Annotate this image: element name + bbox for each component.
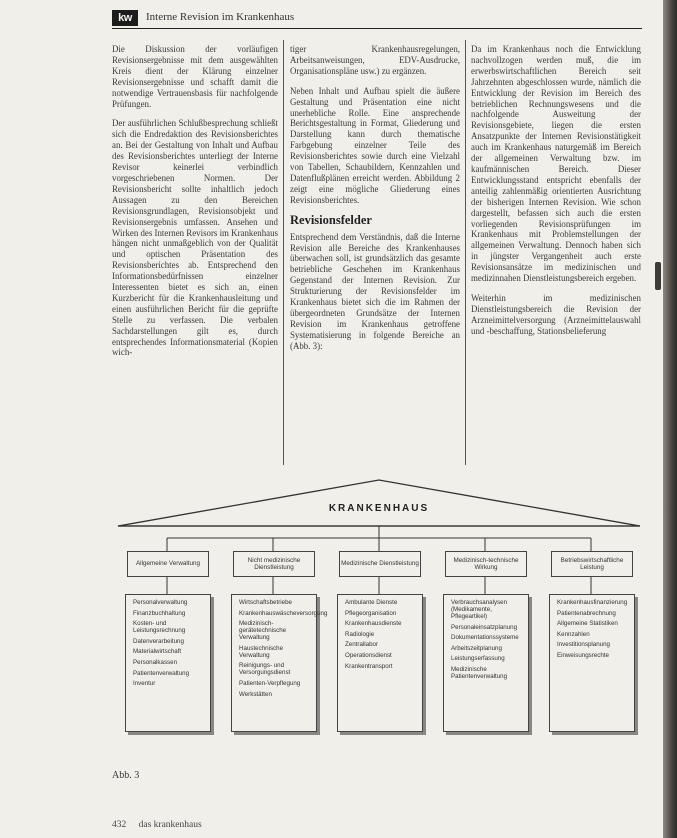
- running-head: Interne Revision im Krankenhaus: [146, 11, 295, 23]
- category-item: Operationsdienst: [345, 651, 392, 659]
- page-header: [112, 10, 642, 29]
- paragraph: tiger Krankenhausregelungen, Arbeitsanweisungen, EDV-Ausdrucke, Organisationspläne usw.) zu ergänzen.: [290, 44, 460, 76]
- category-item: Allgemeine Statistiken: [557, 620, 618, 628]
- category-item: Investitionsplanung: [557, 641, 610, 649]
- category-item: Kennzahlen: [557, 630, 590, 638]
- category-item: Personalkassen: [133, 658, 178, 666]
- journal-name: das krankenhaus: [138, 820, 202, 830]
- category-item: Radiologie: [345, 630, 375, 638]
- category-item: Pflegeorganisation: [345, 609, 397, 617]
- paragraph: Neben Inhalt und Aufbau spielt die äußere Gestaltung und Präsentation eine nicht unerhebliche Rolle. Eine ansprechende Berichtsgestaltung in Format, Gliederung und Darstellung kann durch thematische Farbgebung einzelner Teile des Revisionsberichtes sowie durch eine Vielzahl von Tabellen, Schaubildern, Kennzahlen und Datenflußplänen erreicht werden. Abbildung 2 zeigt eine mögliche Gliederung eines Revisionsberichtes.: [290, 85, 460, 205]
- category-items-box: [337, 594, 423, 732]
- category-items-box: [443, 594, 529, 732]
- paragraph: Der ausführlichen Schlußbesprechung schließt sich die Endredaktion des Revisionsberichtes an. Bei der Gestaltung von Inhalt und Aufbau des Revisionsberichtes unterliegt der Interne Revisor keinerlei verbindlich vorgeschriebenen Normen. Der Revisionsbericht sollte inhaltlich jedoch Aussagen zu den Bereichen Revisionsgrundlagen, Revisionsobjekt und Revisionsergebnis umfassen. Ansehen und Wirken des Internen Revisors im Krankenhaus hängen nicht unmaßgeblich von der Qualität und optischen Präsentation des Revisionsberichtes ab. Entsprechend den Informationsbedürfnissen einzelner Interessenten bietet es sich an, einen Kurzbericht für die Krankenhausleitung und einen ausführlichen Bericht für die geprüfte Stelle zu verfassen. Die verbalen Sachdarstellungen gilt es, durch entsprechendes Informationsmaterial (Kopien wich-: [112, 118, 279, 358]
- category-item: Medizinische Patientenverwaltung: [451, 665, 508, 680]
- text-column-1: [112, 44, 278, 367]
- binding-edge: [663, 0, 677, 838]
- category-item: Wirtschaftsbetriebe: [239, 599, 292, 606]
- category-item: Personaleinsatzplanung: [451, 623, 518, 631]
- category-items-box: [125, 594, 211, 732]
- category-item: Krankenhausfinanzierung: [557, 599, 628, 606]
- category-item: Finanzbuchhaltung: [133, 609, 186, 617]
- category-item: Personalverwaltung: [133, 599, 188, 606]
- category-item: Inventur: [133, 680, 156, 688]
- category-item: Zentrallabor: [345, 641, 379, 649]
- paragraph: Da im Krankenhaus noch die Entwicklung nachvollzogen werden muß, die im erwerbswirtschaftlichen Bereich seit Jahrzehnten abgeschlossen wurde, nämlich die Entwicklung der Revision im Bereich des betrieblichen Rechnungswesens und die nachfolgende Ausweitung der Revisionsgebiete, liegen die ersten Ansatzpunkte der Internen Revisionstätigkeit auch im Krankenhaus naturgemäß im Bereich der allgemeinen Verwaltung bzw. im kaufmännischen Bereich. Dieser Entwicklungsstand entspricht ebenfalls der anteilig zahlenmäßig orientierten Ausrichtung der bisherigen Internen Revision. Wie schon dargestellt, befassen sich auch die ersten vorliegenden Revisionsprüfungen im Krankenhaus mit Problemstellungen der allgemeinen Verwaltung. Dennoch haben sich in jüngster Vergangenheit auch erste Revisionsansätze im medizinischen und medizinnahen Dienstleistungsbereich ergeben.: [471, 44, 641, 284]
- category-item: Materialwirtschaft: [133, 648, 182, 656]
- text-column-2: [290, 44, 460, 361]
- category-item: Werkstätten: [239, 690, 272, 698]
- column-divider: [283, 40, 284, 465]
- category-item: Leistungserfassung: [451, 655, 505, 663]
- category-item: Krankenhauswäscheversorgung: [239, 609, 328, 617]
- category-item: Krankenhausdienste: [345, 620, 402, 628]
- journal-logo: kw: [112, 10, 138, 26]
- column-divider: [465, 40, 466, 465]
- paragraph: Die Diskussion der vorläufigen Revisionsergebnisse mit dem ausgewählten Kreis dient der Klärung einzelner Revisionsergebnisse und schafft damit die notwendige Vertrauensbasis für nachfolgende Prüfungen.: [112, 44, 278, 109]
- category-box: Medizinisch-technische Wirkung: [445, 551, 527, 577]
- category-box: Allgemeine Verwaltung: [127, 551, 209, 577]
- category-item: Ambulante Dienste: [345, 599, 398, 606]
- category-item: Patientenabrechnung: [557, 609, 616, 617]
- category-item: Patientenverwaltung: [133, 669, 190, 677]
- page-number: 432: [112, 820, 127, 830]
- text-column-3: [471, 44, 641, 346]
- paragraph: Weiterhin im medizinischen Dienstleistungsbereich die Revision der Arzneimittelversorgung (Arzneimittelauswahl und -beschaffung, Stationsbelieferung: [471, 292, 641, 336]
- category-item: Patienten-Verpflegung: [239, 679, 301, 687]
- category-item: Verbrauchsanalysen (Medikamente, Pflegeartikel): [451, 599, 508, 620]
- category-box: Betriebswirtschaftliche Leistung: [551, 551, 633, 577]
- category-item: Reinigungs- und Versorgungsdienst: [239, 662, 291, 677]
- diagram-title: KRANKENHAUS: [328, 503, 430, 514]
- category-item: Medizinisch-gerätetechnische Verwaltung: [239, 620, 287, 642]
- section-heading: Revisionsfelder: [290, 212, 372, 227]
- category-item: Datenverarbeitung: [133, 637, 184, 645]
- page-footer: [112, 820, 212, 830]
- category-item: Krankentransport: [345, 662, 393, 670]
- category-item: Haustechnische Verwaltung: [239, 644, 284, 659]
- hospital-structure-diagram: [110, 476, 648, 756]
- category-item: Dokumentationssysteme: [451, 634, 519, 642]
- binder-clip: [655, 262, 661, 290]
- category-box: Nicht medizinische Dienstleistung: [233, 551, 315, 577]
- paragraph: Entsprechend dem Verständnis, daß die Interne Revision alle Bereiche des Krankenhauses überwachen soll, ist grundsätzlich das gesamte betriebliche Geschehen im Krankenhaus Gegenstand der Internen Revision. Zur Strukturierung der Revisionsfelder im Krankenhaus bietet sich die im Rahmen der übergeordneten Grundsätze der Internen Revision im Krankenhaus getroffene Systematisierung in folgende Bereiche an (Abb. 3):: [290, 231, 460, 351]
- category-items-box: [549, 594, 635, 732]
- category-item: Einweisungsrechte: [557, 651, 609, 659]
- category-items-box: [231, 594, 328, 732]
- category-item: Kosten- und Leistungsrechnung: [133, 620, 186, 635]
- category-box: Medizinische Dienstleistung: [339, 551, 421, 577]
- figure-caption: Abb. 3: [112, 770, 140, 781]
- category-item: Arbeitszeitplanung: [451, 644, 502, 652]
